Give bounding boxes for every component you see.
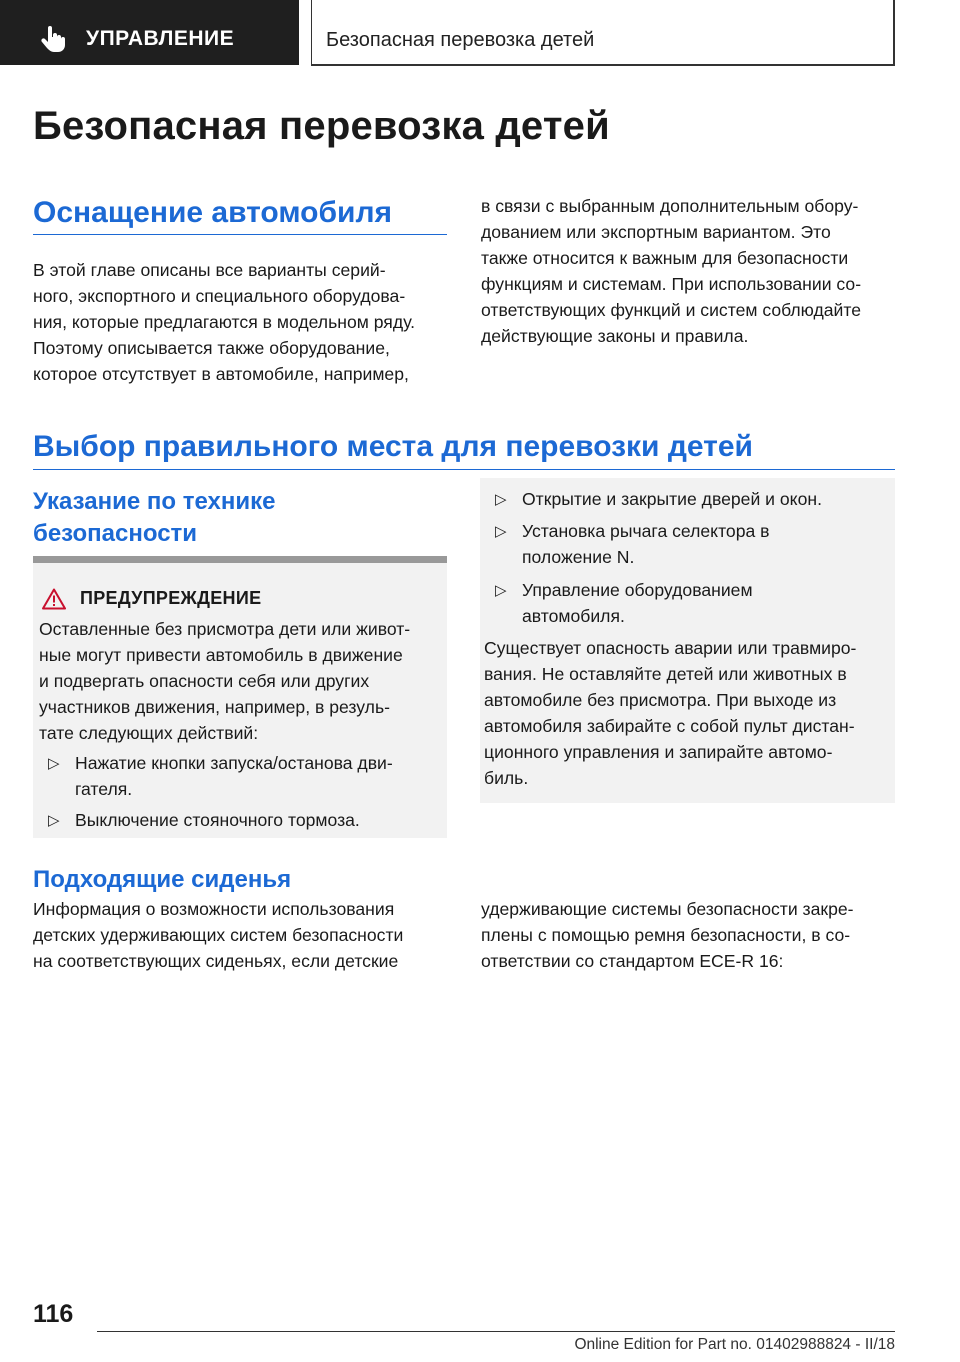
chapter-tab[interactable] [0, 0, 299, 65]
warning-heading: ПРЕДУПРЕЖДЕНИЕ [80, 588, 262, 608]
footer-edition: Online Edition for Part no. 01402988824 - II/18 [574, 1336, 895, 1353]
placement-rule [33, 469, 895, 470]
seats-text-right: удерживающие системы безопасности закре- плены с помощью ремня безопасности, в со- ответствии со стандартом ECE-R 16: [481, 899, 854, 971]
header-separator [311, 0, 312, 65]
warning-triangle-icon [42, 588, 66, 610]
right-bullet: Открытие и закрытие дверей и окон. [522, 489, 822, 509]
bullet-triangle-icon: ▷ [48, 812, 60, 829]
equipment-rule [33, 234, 447, 235]
bullet-triangle-icon: ▷ [495, 523, 507, 540]
hand-pointer-icon [40, 26, 66, 52]
right-warning-text: Существует опасность аварии или травмиро- вания. Не оставляйте детей или животных в автомобиле без присмотра. При выходе из автомобиля забирайте с собой пульт дистан- ционного управления и запирайте автомо- биль. [484, 638, 857, 788]
warning-bullet: Выключение стояночного тормоза. [75, 810, 360, 830]
footer-rule [97, 1331, 895, 1332]
equipment-title: Оснащение автомобиля [33, 196, 393, 229]
safety-note-title: Указание по технике безопасности [33, 488, 276, 547]
equipment-text-right: в связи с выбранным дополнительным обору- дованием или экспортным вариантом. Это также относится к важным для безопасности функциям и системам. При использовании со- ответствующих функций и систем соблюдайте действующие законы и правила. [481, 196, 862, 346]
placement-title: Выбор правильного места для перевозки детей [33, 430, 753, 463]
equipment-text-left: В этой главе описаны все варианты серий- ного, экспортного и специального оборудова- ния, которые предлагаются в модельном ряду. Поэтому описывается также оборудование, которое отсутствует в автомобиле, например, [33, 260, 416, 384]
right-bullet: Управление оборудованием автомобиля. [522, 580, 753, 626]
page-title: Безопасная перевозка детей [33, 104, 610, 148]
warning-text: Оставленные без присмотра дети или живот- ные могут привести автомобиль в движение и подвергать опасности себя или других участников движения, например, в резуль- тате следующих действий: [39, 619, 411, 743]
header-right-edge [893, 0, 895, 65]
bullet-triangle-icon: ▷ [495, 491, 507, 508]
seats-text-left: Информация о возможности использования детских удерживающих систем безопасности на соответствующих сиденьях, если детские [33, 899, 404, 971]
chapter-label: УПРАВЛЕНИЕ [86, 27, 235, 50]
header-underline [311, 64, 895, 66]
seats-title: Подходящие сиденья [33, 866, 292, 893]
page-number: 116 [33, 1300, 74, 1328]
bullet-triangle-icon: ▷ [48, 755, 60, 772]
right-bullet: Установка рычага селектора в положение N. [522, 521, 770, 567]
warning-box-top-bar [33, 556, 447, 563]
header-section-title: Безопасная перевозка детей [326, 29, 595, 51]
warning-bullet: Нажатие кнопки запуска/останова дви- гателя. [75, 753, 393, 799]
bullet-triangle-icon: ▷ [495, 582, 507, 599]
